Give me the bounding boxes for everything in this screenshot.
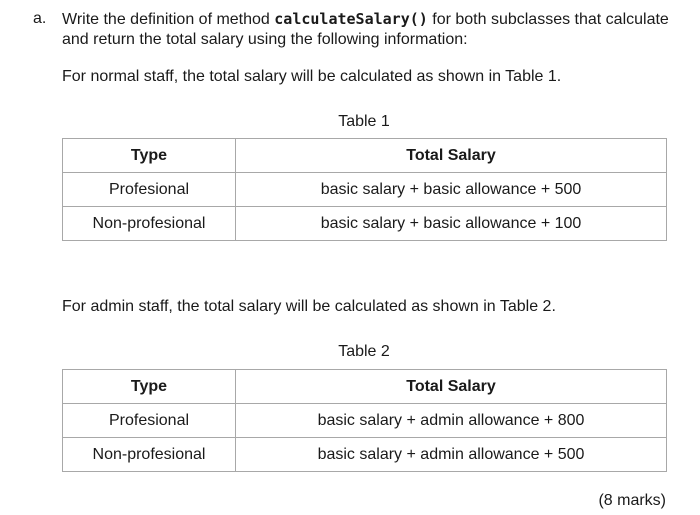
table-row <box>63 404 667 438</box>
table-row <box>63 438 667 472</box>
table-1-caption: Table 1 <box>338 113 390 130</box>
cell-total-salary: basic salary + basic allowance + 100 <box>236 207 667 241</box>
question-line-1 <box>62 10 669 29</box>
table-2 <box>62 369 667 472</box>
header-type: Type <box>63 139 236 173</box>
method-name: calculateSalary() <box>274 10 428 28</box>
question-marker: a. <box>33 10 47 27</box>
header-total-salary: Total Salary <box>236 139 667 173</box>
header-total-salary: Total Salary <box>236 370 667 404</box>
table-row <box>63 173 667 207</box>
header-type: Type <box>63 370 236 404</box>
cell-type: Profesional <box>63 173 236 207</box>
table-header-row <box>63 139 667 173</box>
cell-total-salary: basic salary + admin allowance + 800 <box>236 404 667 438</box>
cell-total-salary: basic salary + admin allowance + 500 <box>236 438 667 472</box>
admin-staff-intro: For admin staff, the total salary will be calculated as shown in Table 2. <box>62 298 556 315</box>
marks-label: (8 marks) <box>598 492 666 509</box>
table-1 <box>62 138 667 241</box>
table-row <box>63 207 667 241</box>
cell-total-salary: basic salary + basic allowance + 500 <box>236 173 667 207</box>
cell-type: Profesional <box>63 404 236 438</box>
question-text-after: for both subclasses that calculate <box>427 11 669 28</box>
cell-type: Non-profesional <box>63 438 236 472</box>
table-header-row <box>63 370 667 404</box>
table-2-caption: Table 2 <box>338 343 390 360</box>
question-line-2: and return the total salary using the following information: <box>62 31 468 48</box>
normal-staff-intro: For normal staff, the total salary will be calculated as shown in Table 1. <box>62 68 562 85</box>
question-text-before: Write the definition of method <box>62 11 275 28</box>
cell-type: Non-profesional <box>63 207 236 241</box>
